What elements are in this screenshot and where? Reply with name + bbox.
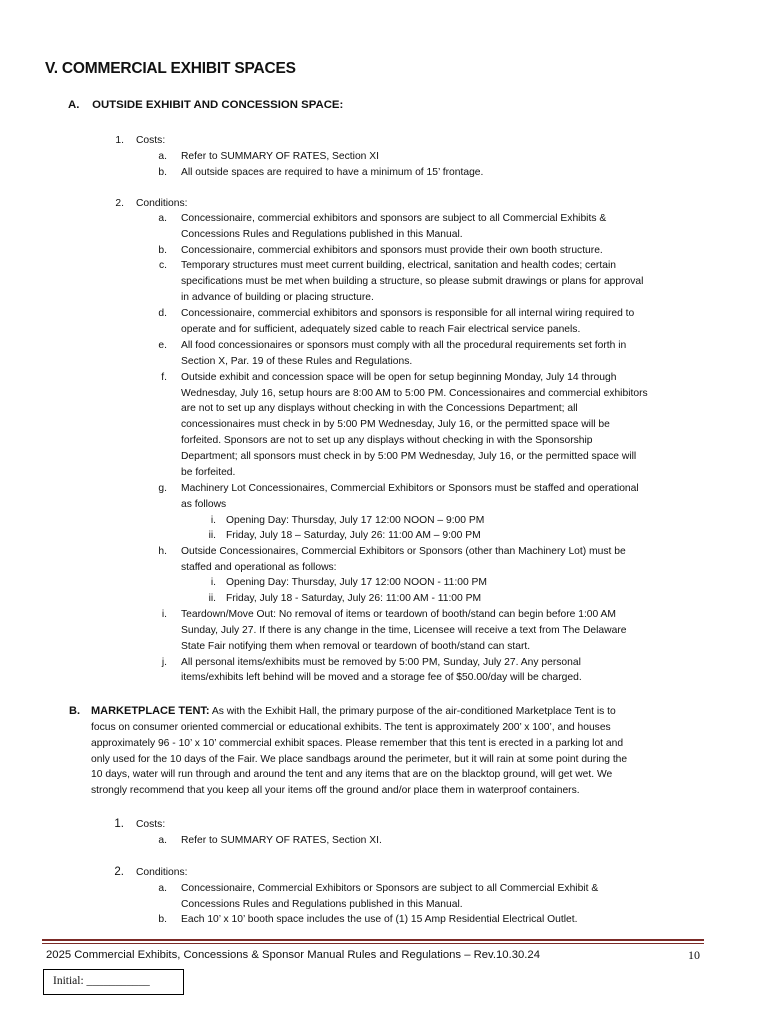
- list-item-text: Opening Day: Thursday, July 17 12:00 NOON – 9:00 PM: [226, 515, 485, 526]
- list-item-text: operate and for sufficient, adequately sized cable to reach Fair electrical service panels.: [181, 324, 581, 335]
- roman-label: ii.: [208, 530, 216, 541]
- roman-label: i.: [210, 515, 216, 526]
- b-costs-title: Costs:: [136, 819, 166, 830]
- section-b-title: MARKETPLACE TENT:: [91, 705, 210, 717]
- footer-title: 2025 Commercial Exhibits, Concessions & Sponsor Manual Rules and Regulations – Rev.10.30.24: [46, 949, 540, 961]
- section-b-label: B.: [69, 705, 80, 717]
- a-conditions-title: Conditions:: [136, 198, 188, 209]
- list-label: a.: [158, 213, 167, 224]
- list-item-text: Friday, July 18 – Saturday, July 26: 11:00 AM – 9:00 PM: [226, 530, 481, 541]
- list-item-text: Outside exhibit and concession space will be open for setup beginning Monday, July 14 through: [181, 372, 617, 383]
- list-item-text: be forfeited.: [181, 467, 236, 478]
- list-label: a.: [158, 835, 167, 846]
- roman-label: i.: [210, 577, 216, 588]
- a-costs-number: 1.: [115, 135, 124, 146]
- section-b-line: only used for the 10 days of the Fair. We place sandbags around the perimeter, but it will rain at some point during the: [91, 754, 628, 765]
- a-costs-title: Costs:: [136, 135, 166, 146]
- list-item-text: are not to set up any displays without checking in with the Concessions Department; all: [181, 403, 578, 414]
- list-item-text: Concessions Rules and Regulations published in this Manual.: [181, 899, 463, 910]
- list-item-text: forfeited. Sponsors are not to set up any displays without checking in with the Sponsorship: [181, 435, 593, 446]
- list-item-text: Department; all sponsors must check in by 5:00 PM Wednesday, July 16, or the permitted space will: [181, 451, 637, 462]
- page-number: 10: [688, 948, 700, 962]
- list-item-text: Machinery Lot Concessionaires, Commercial Exhibitors or Sponsors must be staffed and operational: [181, 483, 639, 494]
- list-item-text: Opening Day: Thursday, July 17 12:00 NOON - 11:00 PM: [226, 577, 487, 588]
- list-label: f.: [161, 372, 167, 383]
- list-item-text: Teardown/Move Out: No removal of items or teardown of booth/stand can begin before 1:00 AM: [181, 609, 616, 620]
- section-b-first-line: [91, 704, 616, 720]
- list-item-text: Refer to SUMMARY OF RATES, Section XI.: [181, 835, 382, 846]
- list-item-text: Sunday, July 27. If there is any change in the time, Licensee will receive a text from The Delaware: [181, 625, 627, 636]
- list-item-text: All personal items/exhibits must be removed by 5:00 PM, Sunday, July 27. Any personal: [181, 657, 581, 668]
- list-label: b.: [158, 914, 167, 925]
- section-a-title: OUTSIDE EXHIBIT AND CONCESSION SPACE:: [92, 99, 344, 111]
- list-item-text: Concessionaire, commercial exhibitors and sponsors must provide their own booth structure.: [181, 245, 603, 256]
- list-label: b.: [158, 167, 167, 178]
- list-item-text: in advance of building or placing structure.: [181, 292, 374, 303]
- b-costs-number: 1.: [114, 818, 124, 830]
- list-item-text: All outside spaces are required to have a minimum of 15’ frontage.: [181, 167, 484, 178]
- list-item-text: Friday, July 18 - Saturday, July 26: 11:00 AM - 11:00 PM: [226, 593, 482, 604]
- a-conditions-number: 2.: [115, 198, 124, 209]
- list-label: g.: [158, 483, 167, 494]
- footer-divider-thick: [42, 939, 704, 941]
- list-label: j.: [161, 657, 167, 668]
- list-item-text: Wednesday, July 16, setup hours are 8:00 AM to 5:00 PM. Concessionaires and commercial exhibitors: [181, 388, 648, 399]
- section-b-line: As with the Exhibit Hall, the primary purpose of the air-conditioned Marketplace Tent is to: [209, 706, 616, 717]
- footer-divider-thin: [42, 943, 704, 944]
- list-item-text: Concessions Rules and Regulations published in this Manual.: [181, 229, 463, 240]
- list-item-text: All food concessionaires or sponsors must comply with all the procedural requirements set forth in: [181, 340, 627, 351]
- list-item-text: Section X, Par. 19 of these Rules and Regulations.: [181, 356, 413, 367]
- list-item-text: Concessionaire, commercial exhibitors and sponsors are subject to all Commercial Exhibits &: [181, 213, 607, 224]
- list-label: h.: [158, 546, 167, 557]
- list-label: a.: [158, 883, 167, 894]
- section-a-heading: [68, 99, 343, 111]
- list-label: c.: [158, 260, 167, 271]
- list-label: e.: [158, 340, 167, 351]
- list-label: d.: [158, 308, 167, 319]
- list-item-text: Each 10’ x 10’ booth space includes the use of (1) 15 Amp Residential Electrical Outlet.: [181, 914, 578, 925]
- section-b-line: focus on consumer oriented commercial or educational exhibits. The tent is approximately 200’ x 100’, and houses: [91, 722, 611, 733]
- list-item-text: concessionaires must check in by 5:00 PM Wednesday, July 16, or the permitted space will be: [181, 419, 610, 430]
- section-b-line: 10 days, water will run through and around the tent and any items that are on the blacktop ground, will get wet. We: [91, 769, 613, 780]
- section-b-line: strongly recommend that you keep all your items off the ground and/or place them in waterproof containers.: [91, 785, 580, 796]
- list-label: b.: [158, 245, 167, 256]
- list-item-text: State Fair notifying them when removal or teardown of booth/stand can start.: [181, 641, 531, 652]
- list-item-text: staffed and operational as follows:: [181, 562, 337, 573]
- list-item-text: Concessionaire, commercial exhibitors and sponsors is responsible for all internal wiring required to: [181, 308, 635, 319]
- list-item-text: as follows: [181, 499, 227, 510]
- list-item-text: Concessionaire, Commercial Exhibitors or Sponsors are subject to all Commercial Exhibit &: [181, 883, 599, 894]
- section-a-label: A.: [68, 99, 80, 111]
- b-conditions-title: Conditions:: [136, 867, 188, 878]
- b-conditions-number: 2.: [114, 866, 124, 878]
- initial-box: [43, 969, 184, 995]
- list-item-text: Outside Concessionaires, Commercial Exhibitors or Sponsors (other than Machinery Lot) must be: [181, 546, 626, 557]
- list-label: i.: [161, 609, 167, 620]
- list-item-text: Temporary structures must meet current building, electrical, sanitation and health codes; certain: [181, 260, 616, 271]
- page-heading: V. COMMERCIAL EXHIBIT SPACES: [45, 60, 296, 77]
- section-b-line: approximately 96 - 10’ x 10’ commercial exhibit spaces. Please remember that this tent is erected in a parking lot and: [91, 738, 624, 749]
- roman-label: ii.: [208, 593, 216, 604]
- list-item-text: Refer to SUMMARY OF RATES, Section XI: [181, 151, 379, 162]
- list-item-text: specifications must be met when building a structure, so please submit drawings or plans for approval: [181, 276, 644, 287]
- list-label: a.: [158, 151, 167, 162]
- list-item-text: items/exhibits left behind will be moved and a storage fee of $50.00/day will be charged.: [181, 672, 582, 683]
- initial-label: Initial: ___________: [53, 975, 150, 987]
